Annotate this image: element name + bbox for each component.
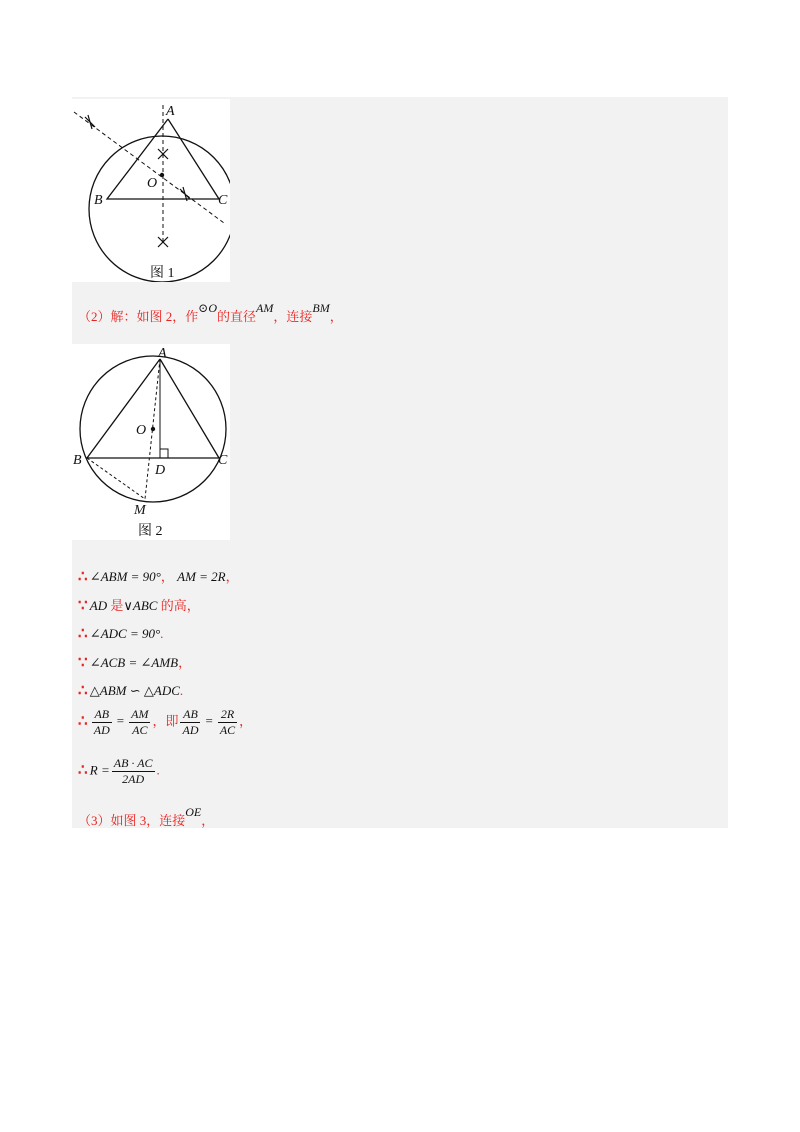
l2-math1: ∠ABM = 90° [89,569,161,584]
fig2-label-B: B [73,453,82,468]
l4-end: . [160,626,164,641]
fig2-label-A: A [158,346,167,361]
fig1-label-A: A [166,104,175,119]
l8-lhs: R = [89,762,110,778]
l3-sym: ∵ [78,598,87,614]
l7-frac4: $\frac{2R}{AC}$ [219,707,236,737]
l1-mid: 的直径 [217,309,257,324]
line-acb-amb [78,652,191,672]
l8-sym: ∴ [78,762,87,779]
figure-2 [72,344,230,540]
l1-end: ， [329,309,343,324]
fig2-label-M: M [134,503,146,518]
l3-t1: 是 [107,598,124,613]
l1-prefix: （2）解：如图 2，作 [78,309,199,324]
l7-eq2: = [205,713,213,729]
l7-end: ， [239,713,253,729]
l8-end: . [156,762,160,778]
fig2-label-O: O [136,423,147,438]
l1-diam: AM [256,301,274,315]
line-solution-3 [78,805,215,829]
l5-end: ， [178,655,192,670]
fig2-label-D: D [155,463,166,478]
l2-sym: ∴ [78,569,87,585]
l3-math2: ABC [132,598,158,613]
l2-end: ， [225,569,239,584]
line-ad-altitude [78,595,200,615]
line-adc-90 [78,624,163,643]
l1-circle: ⊙O [198,301,217,315]
figure-2-diagram [72,344,230,540]
l5-math1: ∠ACB = ∠AMB [89,655,179,670]
l3-math1: AD [89,598,108,613]
l1-conn: ，连接 [273,309,313,324]
line-similar-triangles [78,681,183,700]
l7-frac2: $\frac{AM}{AC}$ [131,707,149,737]
l6-sym: ∴ [78,683,87,699]
l6-end: . [179,683,184,698]
l1-seg: BM [312,301,330,315]
l4-math1: ∠ADC = 90° [89,626,161,641]
line-r-formula [78,756,160,787]
figure-1-diagram [72,99,230,282]
l9-seg: OE [185,805,202,819]
l2-math2: AM = 2R [177,569,226,584]
fig2-caption: 图 2 [138,524,163,539]
l7-frac3: $\frac{AB}{AD}$ [182,707,199,737]
line-abm-90 [78,566,239,586]
fig1-label-O: O [147,176,158,191]
l8-frac: $\frac{AB \cdot AC}{2AD}$ [113,756,153,786]
l7-frac1: $\frac{AB}{AD}$ [93,707,110,737]
l7-mid: ，即 [152,713,179,729]
l3-tri: ∨ [123,598,133,613]
l3-t2: 的高， [157,598,200,613]
fig1-label-C: C [218,193,228,208]
l9-prefix: （3）如图 3，连接 [78,813,186,828]
l2-sep: ， [160,569,174,584]
l4-sym: ∴ [78,626,87,642]
figure-1 [72,99,230,282]
line-solution-2 [78,301,343,325]
l7-sym: ∴ [78,713,87,730]
l7-eq1: = [116,713,125,729]
line-ratio [78,707,252,738]
fig2-label-C: C [218,453,228,468]
fig1-label-B: B [94,193,103,208]
l9-end: ， [201,813,215,828]
l5-sym: ∵ [78,655,87,671]
fig1-caption: 图 1 [150,266,175,281]
l6-math1: △ABM ∽ △ADC [89,683,180,698]
